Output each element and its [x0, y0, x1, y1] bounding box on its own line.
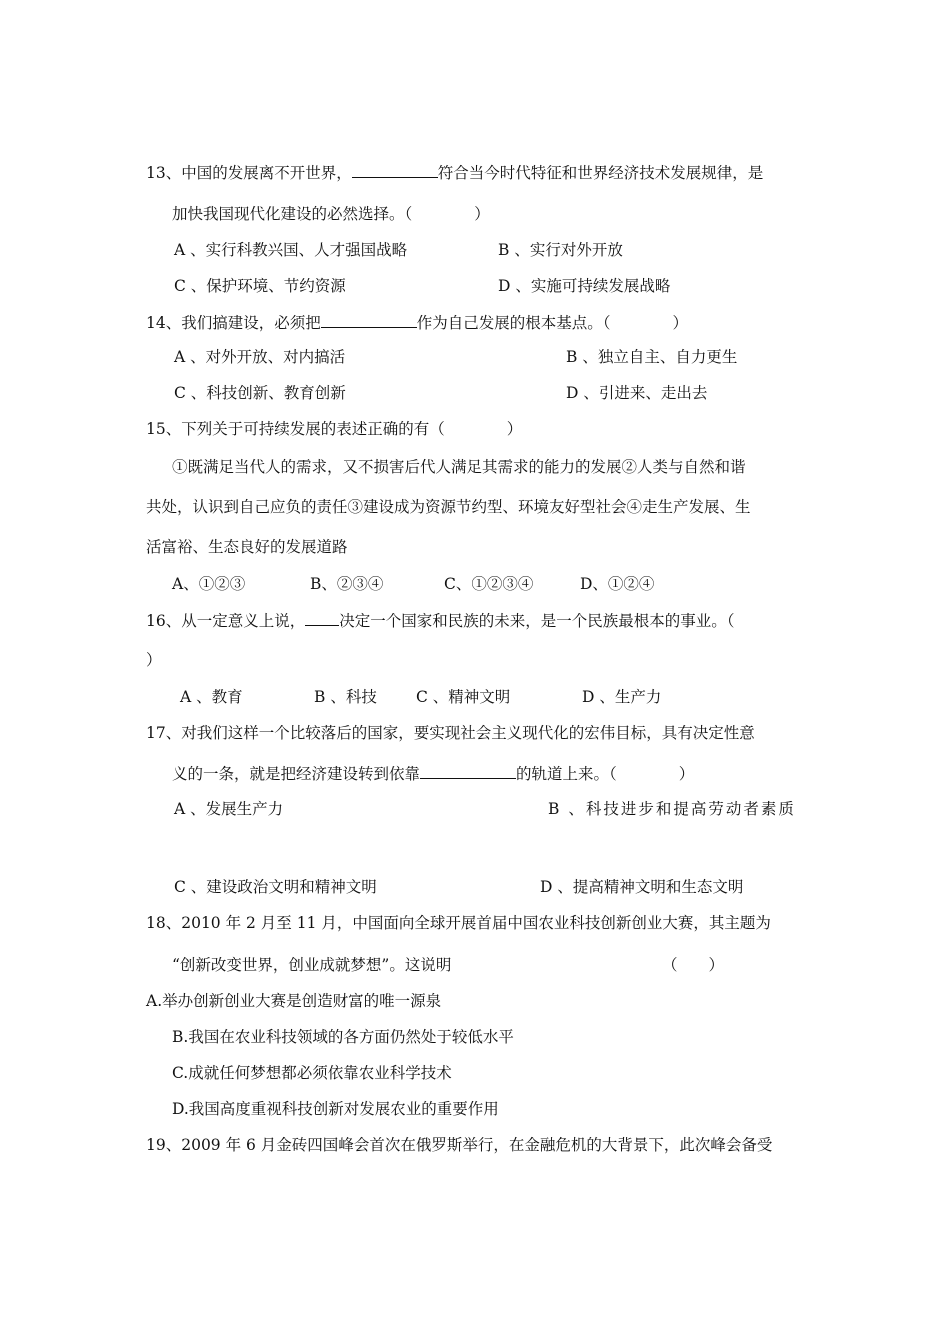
q14-option-b: B 、独立自主、自力更生 — [566, 348, 738, 366]
q14-option-c: C 、科技创新、教育创新 — [174, 384, 346, 402]
q15-option-d: D、①②④ — [580, 575, 655, 593]
q15-option-c: C、①②③④ — [444, 575, 534, 593]
q18-stem-line1: 18、2010 年 2 月至 11 月，中国面向全球开展首届中国农业科技创新创业大赛，其主题为 — [146, 914, 771, 932]
q15-option-b: B、②③④ — [310, 575, 384, 593]
q15-body-line2: 共处，认识到自己应负的责任③建设成为资源节约型、环境友好型社会④走生产发展、生 — [146, 498, 751, 516]
q17-option-c: C 、建设政治文明和精神文明 — [174, 878, 377, 896]
q15-stem-line1: 15、下列关于可持续发展的表述正确的有（ ） — [146, 420, 523, 438]
q13-option-d: D 、实施可持续发展战略 — [498, 277, 671, 295]
q16-option-c: C 、精神文明 — [416, 688, 511, 706]
q18-option-d: D.我国高度重视科技创新对发展农业的重要作用 — [172, 1100, 499, 1118]
q13-option-c: C 、保护环境、节约资源 — [174, 277, 346, 295]
answer-blank — [321, 312, 417, 328]
q13-option-b: B 、实行对外开放 — [498, 241, 623, 259]
q16-option-a: A 、教育 — [180, 688, 243, 706]
q13-stem-line1: 13、中国的发展离不开世界， 符合当今时代特征和世界经济技术发展规律，是 — [146, 164, 764, 182]
q13-stem-line2: 加快我国现代化建设的必然选择。（ ） — [172, 205, 490, 223]
q17-stem-line1: 17、对我们这样一个比较落后的国家，要实现社会主义现代化的宏伟目标，具有决定性意 — [146, 724, 755, 742]
q18-answer-paren: （ ） — [662, 956, 725, 974]
q16-stem-line1: 16、从一定意义上说， 决定一个国家和民族的未来，是一个民族最根本的事业。（ — [146, 612, 735, 630]
q16-option-b: B 、科技 — [314, 688, 377, 706]
q16-stem-line2: ） — [146, 651, 162, 669]
answer-blank — [305, 610, 339, 626]
q15-body-line1: ①既满足当代人的需求，又不损害后代人满足其需求的能力的发展②人类与自然和谐 — [172, 458, 746, 476]
q17-stem-line2: 义的一条，就是把经济建设转到依靠 的轨道上来。（ ） — [172, 765, 695, 783]
q14-stem-line1: 14、我们搞建设，必须把 作为自己发展的根本基点。（ ） — [146, 314, 688, 332]
q17-option-d: D 、提高精神文明和生态文明 — [540, 878, 744, 896]
q13-option-a: A 、实行科教兴国、人才强国战略 — [174, 241, 408, 259]
q17-option-b: B 、科技进步和提高劳动者素质 — [548, 800, 796, 818]
q15-body-line3: 活富裕、生态良好的发展道路 — [146, 538, 348, 556]
answer-blank — [352, 162, 438, 178]
q16-option-d: D 、生产力 — [582, 688, 662, 706]
q17-option-a: A 、发展生产力 — [174, 800, 284, 818]
q18-stem-line2: “创新改变世界，创业成就梦想”。这说明 — [172, 956, 452, 974]
q18-option-a: A.举办创新创业大赛是创造财富的唯一源泉 — [146, 992, 442, 1010]
q14-option-a: A 、对外开放、对内搞活 — [174, 348, 346, 366]
answer-blank — [420, 763, 516, 779]
q18-option-c: C.成就任何梦想都必须依靠农业科学技术 — [172, 1064, 452, 1082]
q14-option-d: D 、引进来、走出去 — [566, 384, 708, 402]
q19-stem-line1: 19、2009 年 6 月金砖四国峰会首次在俄罗斯举行，在金融危机的大背景下，此次峰会备受 — [146, 1136, 773, 1154]
q18-option-b: B.我国在农业科技领域的各方面仍然处于较低水平 — [172, 1028, 514, 1046]
q15-option-a: A、①②③ — [172, 575, 246, 593]
